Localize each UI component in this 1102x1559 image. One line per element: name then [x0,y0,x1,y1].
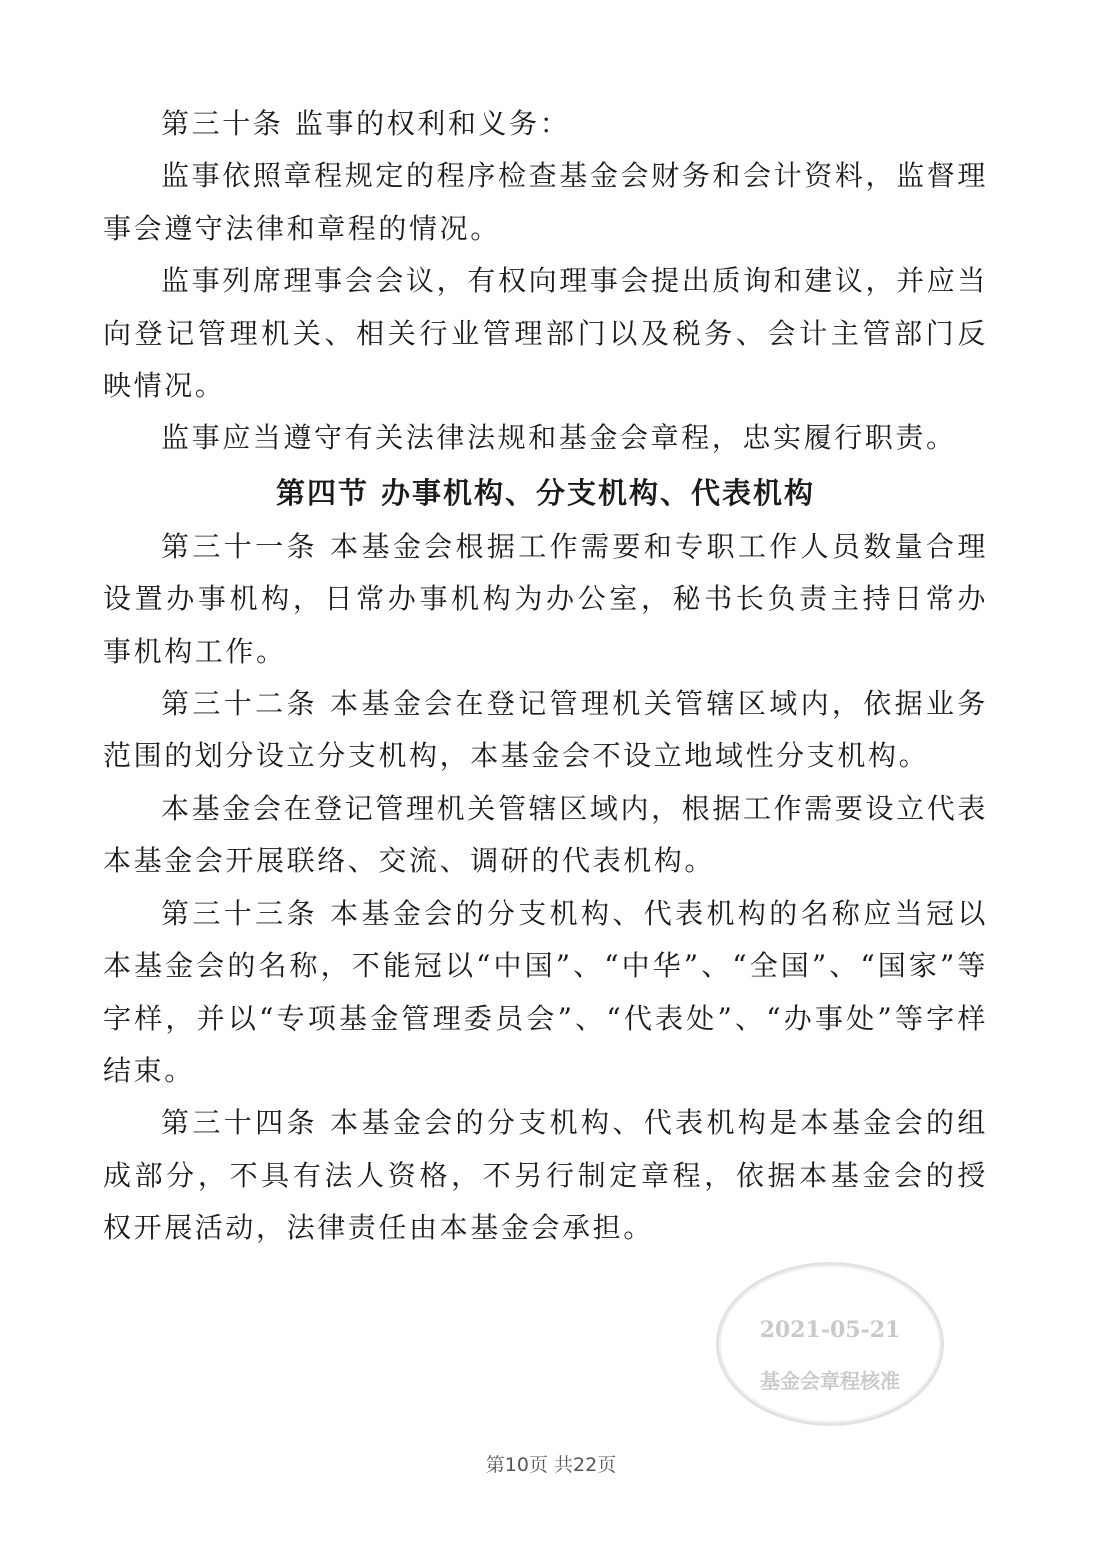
article-30-clause-3: 监事应当遵守有关法律法规和基金会章程，忠实履行职责。 [161,421,957,455]
article-34: 第三十四条 本基金会的分支机构、代表机构是本基金会的组成部分，不具有法人资格，不另行制定章程，依据本基金会的授权开展活动，法律责任由本基金会承担。 [103,1106,988,1245]
document-body [103,98,988,1255]
stamp-label: 基金会章程核准 [760,1369,900,1393]
article-32: 第三十二条 本基金会在登记管理机关管辖区域内，依据业务范围的划分设立分支机构，本基金会不设立地域性分支机构。 [103,687,988,773]
article-30-title: 第三十条 监事的权利和义务： [161,107,571,140]
article-33: 第三十三条 本基金会的分支机构、代表机构的名称应当冠以本基金会的名称，不能冠以“中国”、“中华”、“全国”、“国家”等字样，并以“专项基金管理委员会”、“代表处”、“办事处”等字样结束。 [103,896,988,1087]
page-footer: 第10页 共22页 [485,1454,617,1476]
article-30-clause-2: 监事列席理事会会议，有权向理事会提出质询和建议，并应当向登记管理机关、相关行业管理部门以及税务、会计主管部门反映情况。 [103,264,988,403]
approval-stamp [716,1262,944,1426]
article-31: 第三十一条 本基金会根据工作需要和专职工作人员数量合理设置办事机构，日常办事机构为办公室，秘书长负责主持日常办事机构工作。 [103,529,988,668]
section-heading: 第四节 办事机构、分支机构、代表机构 [275,475,816,510]
article-30-clause-1: 监事依照章程规定的程序检查基金会财务和会计资料，监督理事会遵守法律和章程的情况。 [103,159,988,245]
article-32-clause-2: 本基金会在登记管理机关管辖区域内，根据工作需要设立代表本基金会开展联络、交流、调研的代表机构。 [103,791,988,878]
stamp-date: 2021-05-21 [759,1317,901,1343]
